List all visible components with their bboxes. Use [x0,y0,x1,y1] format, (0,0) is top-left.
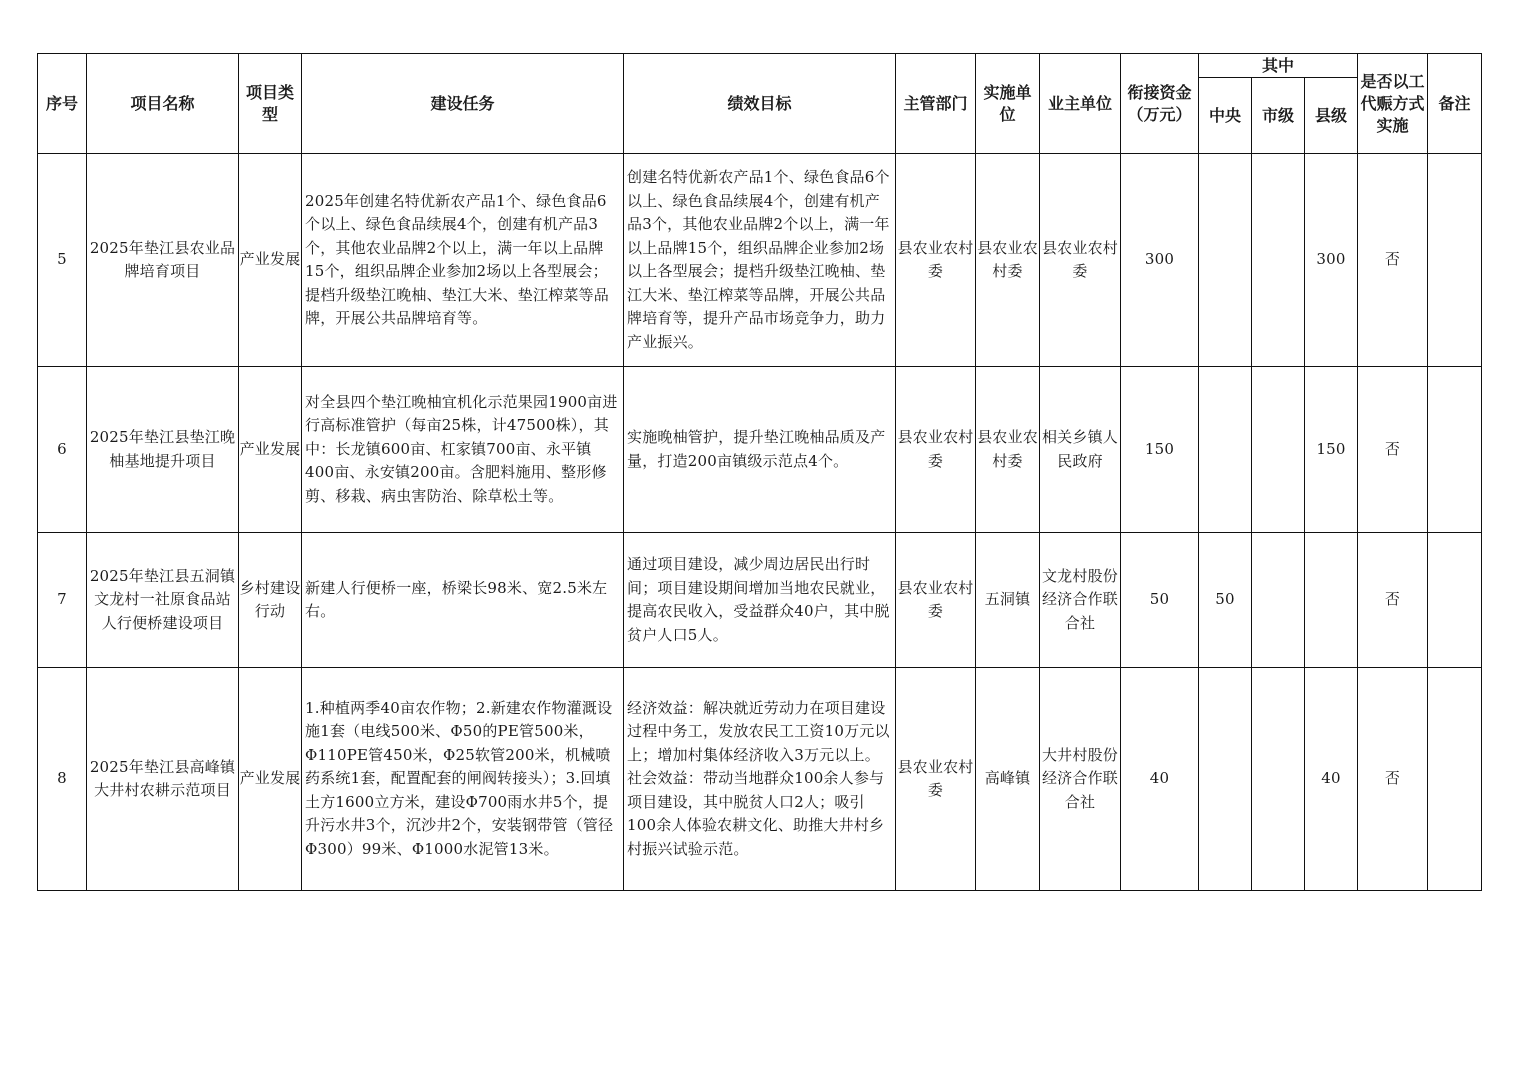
cell-project-name: 2025年垫江县农业品牌培育项目 [87,154,239,367]
header-performance-goal: 绩效目标 [624,54,896,154]
cell-owner-unit: 相关乡镇人民政府 [1040,367,1121,533]
cell-seq: 5 [38,154,87,367]
cell-performance-goal: 经济效益：解决就近劳动力在项目建设过程中务工，发放农民工工资10万元以上；增加村集体经济收入3万元以上。社会效益：带动当地群众100余人参与项目建设，其中脱贫人口2人；吸引100余人体验农耕文化、助推大井村乡村振兴试验示范。 [624,668,896,891]
cell-owner-unit: 大井村股份经济合作联合社 [1040,668,1121,891]
header-remark: 备注 [1428,54,1482,154]
cell-project-type: 产业发展 [239,154,302,367]
cell-owner-unit: 文龙村股份经济合作联合社 [1040,533,1121,668]
cell-project-name: 2025年垫江县垫江晚柚基地提升项目 [87,367,239,533]
cell-central: 50 [1199,533,1252,668]
cell-county [1305,533,1358,668]
cell-performance-goal: 通过项目建设，减少周边居民出行时间；项目建设期间增加当地农民就业，提高农民收入，受益群众40户，其中脱贫户人口5人。 [624,533,896,668]
header-project-type: 项目类型 [239,54,302,154]
cell-implementing-unit: 县农业农村委 [976,154,1040,367]
header-city: 市级 [1252,78,1305,154]
cell-county: 150 [1305,367,1358,533]
cell-project-type: 产业发展 [239,668,302,891]
cell-implementing-unit: 县农业农村委 [976,367,1040,533]
cell-city [1252,668,1305,891]
table-body [38,154,1482,891]
cell-city [1252,533,1305,668]
cell-project-type: 乡村建设行动 [239,533,302,668]
cell-central [1199,154,1252,367]
cell-seq: 6 [38,367,87,533]
cell-performance-goal: 创建名特优新农产品1个、绿色食品6个以上、绿色食品续展4个，创建有机产品3个，其他农业品牌2个以上，满一年以上品牌15个，组织品牌企业参加2场以上各型展会；提档升级垫江晚柚、垫江大米、垫江榨菜等品牌，开展公共品牌培育等，提升产品市场竞争力，助力产业振兴。 [624,154,896,367]
project-table [37,53,1482,891]
header-among-which: 其中 [1199,54,1358,78]
header-work-relief: 是否以工代赈方式实施 [1358,54,1428,154]
table-row [38,668,1482,891]
header-implementing-unit: 实施单位 [976,54,1040,154]
cell-remark [1428,668,1482,891]
header-construction-task: 建设任务 [302,54,624,154]
cell-remark [1428,154,1482,367]
cell-construction-task: 1.种植两季40亩农作物；2.新建农作物灌溉设施1套（电线500米、Φ50的PE管500米，Φ110PE管450米，Φ25软管200米，机械喷药系统1套，配置配套的闸阀转接头）；3.回填土方1600立方米，建设Φ700雨水井5个，提升污水井3个，沉沙井2个，安装钢带管（管径Φ300）99米、Φ1000水泥管13米。 [302,668,624,891]
table-row [38,533,1482,668]
cell-linked-funds: 40 [1121,668,1199,891]
header-supervising-dept: 主管部门 [896,54,976,154]
cell-work-relief: 否 [1358,533,1428,668]
cell-construction-task: 对全县四个垫江晚柚宜机化示范果园1900亩进行高标准管护（每亩25株，计47500株），其中：长龙镇600亩、杠家镇700亩、永平镇400亩、永安镇200亩。含肥料施用、整形修剪、移栽、病虫害防治、除草松土等。 [302,367,624,533]
cell-construction-task: 2025年创建名特优新农产品1个、绿色食品6个以上、绿色食品续展4个，创建有机产品3个，其他农业品牌2个以上，满一年以上品牌15个，组织品牌企业参加2场以上各型展会；提档升级垫江晚柚、垫江大米、垫江榨菜等品牌，开展公共品牌培育等。 [302,154,624,367]
cell-supervising-dept: 县农业农村委 [896,668,976,891]
header-project-name: 项目名称 [87,54,239,154]
cell-seq: 7 [38,533,87,668]
cell-city [1252,367,1305,533]
table-header [38,54,1482,154]
cell-construction-task: 新建人行便桥一座，桥梁长98米、宽2.5米左右。 [302,533,624,668]
cell-supervising-dept: 县农业农村委 [896,367,976,533]
header-owner-unit: 业主单位 [1040,54,1121,154]
cell-linked-funds: 300 [1121,154,1199,367]
table-row [38,367,1482,533]
cell-county: 300 [1305,154,1358,367]
table-row [38,154,1482,367]
cell-implementing-unit: 高峰镇 [976,668,1040,891]
cell-project-type: 产业发展 [239,367,302,533]
cell-work-relief: 否 [1358,668,1428,891]
cell-city [1252,154,1305,367]
cell-owner-unit: 县农业农村委 [1040,154,1121,367]
cell-remark [1428,367,1482,533]
cell-central [1199,668,1252,891]
cell-supervising-dept: 县农业农村委 [896,533,976,668]
cell-implementing-unit: 五洞镇 [976,533,1040,668]
cell-central [1199,367,1252,533]
cell-supervising-dept: 县农业农村委 [896,154,976,367]
cell-county: 40 [1305,668,1358,891]
header-county: 县级 [1305,78,1358,154]
cell-work-relief: 否 [1358,367,1428,533]
cell-linked-funds: 150 [1121,367,1199,533]
cell-project-name: 2025年垫江县五洞镇文龙村一社原食品站人行便桥建设项目 [87,533,239,668]
cell-work-relief: 否 [1358,154,1428,367]
cell-remark [1428,533,1482,668]
cell-project-name: 2025年垫江县高峰镇大井村农耕示范项目 [87,668,239,891]
cell-performance-goal: 实施晚柚管护，提升垫江晚柚品质及产量，打造200亩镇级示范点4个。 [624,367,896,533]
header-central: 中央 [1199,78,1252,154]
header-linked-funds: 衔接资金（万元） [1121,54,1199,154]
cell-linked-funds: 50 [1121,533,1199,668]
cell-seq: 8 [38,668,87,891]
header-seq: 序号 [38,54,87,154]
